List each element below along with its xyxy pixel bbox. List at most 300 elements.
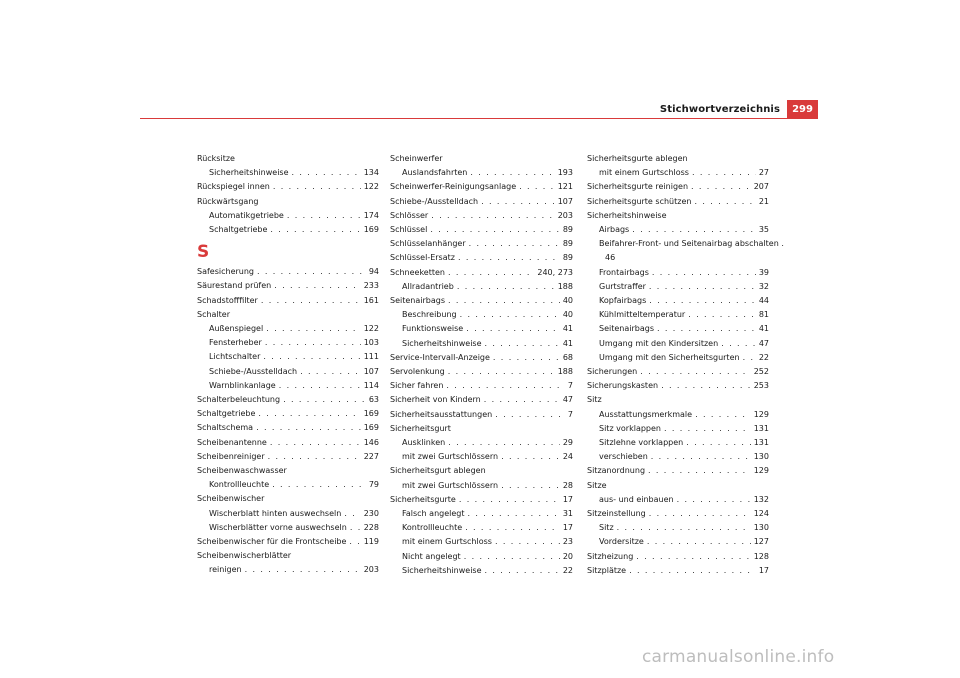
entry-term: Schaltgetriebe xyxy=(197,409,256,419)
entry-page-ref: 129 xyxy=(753,409,769,419)
entry-term: Umgang mit den Kindersitzen xyxy=(599,338,719,348)
leader-dots xyxy=(257,265,366,279)
leader-dots xyxy=(493,351,560,365)
leader-dots xyxy=(485,337,560,351)
leader-dots xyxy=(495,408,565,422)
leader-dots xyxy=(272,478,366,492)
index-subentry xyxy=(197,521,379,535)
index-entry xyxy=(390,266,573,280)
entry-page-ref: 47 xyxy=(562,395,573,405)
leader-dots xyxy=(470,166,554,180)
entry-page-ref: 23 xyxy=(562,537,573,547)
entry-page-ref: 207 xyxy=(753,182,769,192)
entry-term: Sicherheitsgurte reinigen xyxy=(587,182,689,192)
leader-dots xyxy=(649,294,756,308)
entry-page-ref: 63 xyxy=(368,395,379,405)
entry-term: reinigen xyxy=(209,565,242,575)
index-subentry xyxy=(197,478,379,492)
index-heading: Sicherheitsgurt ablegen xyxy=(390,466,486,476)
leader-dots xyxy=(485,564,560,578)
entry-term: Schneeketten xyxy=(390,267,445,277)
entry-page-ref: 41 xyxy=(758,324,769,334)
entry-page-ref: 130 xyxy=(753,452,769,462)
entry-term: mit zwei Gurtschlössern xyxy=(402,452,499,462)
leader-dots xyxy=(268,450,361,464)
index-entry xyxy=(390,180,573,194)
entry-term: Kühlmitteltemperatur xyxy=(599,310,686,320)
index-heading: Sicherheitsgurte ablegen xyxy=(587,154,688,163)
entry-page-ref: 230 xyxy=(363,508,379,518)
entry-term: Sitz xyxy=(599,523,614,533)
index-heading: Schalter xyxy=(197,309,231,319)
index-subentry xyxy=(197,166,379,180)
entry-term: Sicherheitsgurte xyxy=(390,494,456,504)
index-subentry xyxy=(587,223,769,237)
index-entry xyxy=(390,209,573,223)
leader-dots xyxy=(261,294,361,308)
index-page-ref: 46 xyxy=(605,253,616,263)
index-subentry xyxy=(197,322,379,336)
leader-dots xyxy=(265,336,361,350)
leader-dots xyxy=(686,436,751,450)
entry-term: Scheibenreiniger xyxy=(197,451,265,461)
index-entry xyxy=(197,535,379,549)
entry-page-ref: 122 xyxy=(363,324,379,334)
entry-term: Rückspiegel innen xyxy=(197,182,270,192)
entry-term: Sicherheitsausstattungen xyxy=(390,409,493,419)
index-subentry xyxy=(587,408,769,422)
leader-dots xyxy=(691,180,751,194)
index-heading: Rückwärtsgang xyxy=(197,196,259,206)
entry-page-ref: 252 xyxy=(753,367,769,377)
entry-page-ref: 174 xyxy=(363,210,379,220)
leader-dots xyxy=(258,407,360,421)
leader-dots xyxy=(460,308,560,322)
entry-term: mit einem Gurtschloss xyxy=(599,168,689,178)
index-heading: Scheinwerfer xyxy=(390,154,443,163)
index-entry xyxy=(390,393,573,407)
entry-page-ref: 7 xyxy=(567,381,573,391)
entry-term: Falsch angelegt xyxy=(402,509,465,519)
entry-page-ref: 81 xyxy=(758,310,769,320)
leader-dots xyxy=(648,464,751,478)
entry-page-ref: 17 xyxy=(562,494,573,504)
entry-term: Schiebe-/Ausstelldach xyxy=(390,196,479,206)
leader-dots xyxy=(458,251,560,265)
leader-dots xyxy=(446,379,564,393)
entry-term: Ausstattungsmerkmale xyxy=(599,409,693,419)
index-entry xyxy=(197,436,379,450)
index-subentry xyxy=(587,280,769,294)
entry-page-ref: 89 xyxy=(562,225,573,235)
index-subentry xyxy=(587,266,769,280)
leader-dots xyxy=(640,365,751,379)
leader-dots xyxy=(448,365,555,379)
entry-term: Wischerblatt hinten auswechseln xyxy=(209,508,342,518)
entry-page-ref: 146 xyxy=(363,437,379,447)
entry-page-ref: 41 xyxy=(562,324,573,334)
leader-dots xyxy=(448,294,560,308)
entry-page-ref: 103 xyxy=(363,338,379,348)
entry-page-ref: 28 xyxy=(562,480,573,490)
entry-term: Sicherheitshinweise xyxy=(209,168,289,178)
watermark: carmanualsonline.info xyxy=(642,647,835,667)
index-subentry xyxy=(197,223,379,237)
entry-page-ref: 131 xyxy=(753,438,769,448)
index-subentry xyxy=(390,337,573,351)
entry-term: Schlüssel-Ersatz xyxy=(390,253,455,263)
leader-dots xyxy=(273,180,361,194)
index-subentry xyxy=(587,337,769,351)
index-entry xyxy=(197,180,379,194)
entry-page-ref: 114 xyxy=(363,380,379,390)
entry-term: Sitzlehne vorklappen xyxy=(599,438,684,448)
index-subentry xyxy=(587,436,769,450)
leader-dots xyxy=(256,421,361,435)
leader-dots xyxy=(636,550,750,564)
index-subentry xyxy=(390,436,573,450)
leader-dots xyxy=(274,279,360,293)
section-letter: S xyxy=(197,242,210,263)
entry-term: Vordersitze xyxy=(599,537,644,547)
entry-term: Sicherheitshinweise xyxy=(402,338,482,348)
index-entry xyxy=(390,379,573,393)
entry-term: Schlüssel xyxy=(390,225,428,235)
entry-term: Gurtstraffer xyxy=(599,281,646,291)
index-subentry xyxy=(390,479,573,493)
entry-page-ref: 169 xyxy=(363,423,379,433)
leader-dots xyxy=(263,350,360,364)
index-entry xyxy=(197,421,379,435)
header-divider xyxy=(140,118,818,119)
entry-page-ref: 17 xyxy=(562,523,573,533)
entry-page-ref: 124 xyxy=(753,509,769,519)
leader-dots xyxy=(349,535,360,549)
entry-term: Seitenairbags xyxy=(599,324,654,334)
leader-dots xyxy=(617,521,751,535)
entry-page-ref: 89 xyxy=(562,253,573,263)
entry-term: Schaltschema xyxy=(197,423,254,433)
leader-dots xyxy=(245,563,361,577)
page-title: Stichwortverzeichnis xyxy=(659,104,780,115)
entry-term: Schadstofffilter xyxy=(197,295,258,305)
entry-term: Schalterbeleuchtung xyxy=(197,395,281,405)
entry-term: Sicherungen xyxy=(587,367,638,377)
entry-term: Kontrollleuchte xyxy=(402,523,463,533)
index-subentry xyxy=(587,535,769,549)
entry-term: Schlösser xyxy=(390,210,429,220)
leader-dots xyxy=(465,521,560,535)
entry-page-ref: 132 xyxy=(753,494,769,504)
entry-page-ref: 94 xyxy=(368,267,379,277)
leader-dots xyxy=(661,379,751,393)
index-subentry xyxy=(197,209,379,223)
index-subentry xyxy=(390,521,573,535)
index-entry xyxy=(197,279,379,293)
entry-term: Schlüsselanhänger xyxy=(390,239,466,249)
index-heading: Scheibenwischer xyxy=(197,494,265,504)
leader-dots xyxy=(688,308,756,322)
entry-page-ref: 131 xyxy=(753,423,769,433)
entry-page-ref: 128 xyxy=(753,551,769,561)
index-subentry xyxy=(390,280,573,294)
entry-page-ref: 107 xyxy=(363,366,379,376)
entry-page-ref: 193 xyxy=(557,168,573,178)
index-entry xyxy=(390,351,573,365)
entry-page-ref: 188 xyxy=(557,367,573,377)
entry-term: Wischerblätter vorne auswechseln xyxy=(209,522,347,532)
leader-dots xyxy=(448,436,560,450)
entry-term: Sitzanordnung xyxy=(587,466,646,476)
entry-page-ref: 169 xyxy=(363,225,379,235)
entry-term: Frontairbags xyxy=(599,267,649,277)
leader-dots xyxy=(651,450,751,464)
leader-dots xyxy=(270,436,361,450)
leader-dots xyxy=(344,507,360,521)
leader-dots xyxy=(300,365,361,379)
entry-term: Scheibenantenne xyxy=(197,437,267,447)
index-subentry xyxy=(390,308,573,322)
index-heading: Scheibenwischerblätter xyxy=(197,551,292,561)
entry-page-ref: 127 xyxy=(753,537,769,547)
index-heading: Sicherheitshinweise xyxy=(587,210,667,220)
entry-term: Sicherheitshinweise xyxy=(402,565,482,575)
entry-page-ref: 35 xyxy=(758,225,769,235)
entry-page-ref: 203 xyxy=(363,565,379,575)
leader-dots xyxy=(292,166,361,180)
entry-page-ref: 122 xyxy=(363,182,379,192)
index-subentry xyxy=(390,322,573,336)
entry-term: Sicherungskasten xyxy=(587,381,659,391)
entry-term: mit einem Gurtschloss xyxy=(402,537,492,547)
entry-term: Nicht angelegt xyxy=(402,551,461,561)
entry-term: Service-Intervall-Anzeige xyxy=(390,352,490,362)
entry-term: aus- und einbauen xyxy=(599,494,674,504)
entry-page-ref: 107 xyxy=(557,196,573,206)
entry-term: verschieben xyxy=(599,452,648,462)
entry-page-ref: 253 xyxy=(753,381,769,391)
leader-dots xyxy=(647,535,751,549)
index-subentry xyxy=(587,308,769,322)
entry-term: Auslandsfahrten xyxy=(402,168,468,178)
entry-page-ref: 203 xyxy=(557,210,573,220)
entry-page-ref: 20 xyxy=(562,551,573,561)
entry-term: Schaltgetriebe xyxy=(209,225,268,235)
leader-dots xyxy=(457,280,555,294)
index-subentry xyxy=(390,550,573,564)
entry-page-ref: 7 xyxy=(567,409,573,419)
entry-term: Kopfairbags xyxy=(599,296,647,306)
entry-page-ref: 24 xyxy=(562,452,573,462)
index-entry xyxy=(587,550,769,564)
entry-term: Fensterheber xyxy=(209,338,262,348)
leader-dots xyxy=(495,535,560,549)
entry-term: Warnblinkanlage xyxy=(209,380,276,390)
index-entry xyxy=(587,564,769,578)
index-subentry: Beifahrer-Front- und Seitenairbag abschalten . xyxy=(599,239,784,249)
entry-page-ref: 89 xyxy=(562,239,573,249)
leader-dots xyxy=(649,507,751,521)
index-subentry xyxy=(587,450,769,464)
leader-dots xyxy=(692,166,756,180)
entry-term: Sicher fahren xyxy=(390,381,444,391)
entry-term: Safesicherung xyxy=(197,267,255,277)
entry-term: Airbags xyxy=(599,225,630,235)
entry-page-ref: 21 xyxy=(758,196,769,206)
entry-term: Sicherheit von Kindern xyxy=(390,395,481,405)
entry-page-ref: 188 xyxy=(557,281,573,291)
entry-term: Seitenairbags xyxy=(390,296,445,306)
entry-term: Sitz vorklappen xyxy=(599,423,662,433)
leader-dots xyxy=(652,266,756,280)
entry-page-ref: 27 xyxy=(758,168,769,178)
entry-term: Umgang mit den Sicherheitsgurten xyxy=(599,352,740,362)
index-entry xyxy=(390,223,573,237)
leader-dots xyxy=(677,493,751,507)
entry-term: Sitzheizung xyxy=(587,551,634,561)
entry-page-ref: 130 xyxy=(753,523,769,533)
index-subentry xyxy=(390,535,573,549)
index-entry xyxy=(390,493,573,507)
leader-dots xyxy=(664,422,751,436)
entry-page-ref: 111 xyxy=(363,352,379,362)
leader-dots xyxy=(266,322,361,336)
entry-page-ref: 134 xyxy=(363,168,379,178)
index-subentry xyxy=(197,365,379,379)
index-entry xyxy=(390,365,573,379)
leader-dots xyxy=(464,550,560,564)
index-subentry xyxy=(197,379,379,393)
entry-term: Außenspiegel xyxy=(209,324,264,334)
leader-dots xyxy=(721,337,756,351)
leader-dots xyxy=(350,521,361,535)
entry-page-ref: 79 xyxy=(368,480,379,490)
entry-page-ref: 228 xyxy=(363,522,379,532)
entry-term: Automatikgetriebe xyxy=(209,210,284,220)
index-heading: Sitz xyxy=(587,395,602,405)
leader-dots xyxy=(501,479,560,493)
entry-term: Scheinwerfer-Reinigungsanlage xyxy=(390,182,517,192)
leader-dots xyxy=(632,223,756,237)
entry-term: Schiebe-/Ausstelldach xyxy=(209,366,298,376)
entry-page-ref: 40 xyxy=(562,296,573,306)
entry-page-ref: 17 xyxy=(758,565,769,575)
index-entry xyxy=(587,464,769,478)
index-subentry xyxy=(587,521,769,535)
entry-page-ref: 119 xyxy=(363,537,379,547)
entry-term: Servolenkung xyxy=(390,367,445,377)
leader-dots xyxy=(459,493,560,507)
entry-page-ref: 41 xyxy=(562,338,573,348)
entry-page-ref: 233 xyxy=(363,281,379,291)
entry-term: Sicherheitsgurte schützen xyxy=(587,196,692,206)
leader-dots xyxy=(270,223,360,237)
index-column-3 xyxy=(587,152,784,578)
index-subentry xyxy=(197,336,379,350)
entry-term: mit zwei Gurtschlössern xyxy=(402,480,499,490)
index-entry xyxy=(587,195,769,209)
entry-page-ref: 240, 273 xyxy=(537,267,573,277)
entry-page-ref: 29 xyxy=(562,438,573,448)
leader-dots xyxy=(287,209,361,223)
index-heading: Sitze xyxy=(587,480,607,490)
entry-page-ref: 22 xyxy=(758,352,769,362)
index-entry xyxy=(197,450,379,464)
index-subentry xyxy=(390,166,573,180)
entry-page-ref: 32 xyxy=(758,281,769,291)
leader-dots xyxy=(519,180,555,194)
index-subentry xyxy=(197,563,379,577)
leader-dots xyxy=(629,564,756,578)
leader-dots xyxy=(657,322,756,336)
index-entry xyxy=(390,195,573,209)
leader-dots xyxy=(430,223,559,237)
index-subentry xyxy=(587,422,769,436)
leader-dots xyxy=(484,393,560,407)
index-entry xyxy=(587,180,769,194)
leader-dots xyxy=(279,379,361,393)
index-entry xyxy=(390,237,573,251)
index-entry xyxy=(390,294,573,308)
index-subentry xyxy=(390,450,573,464)
entry-term: Allradantrieb xyxy=(402,281,454,291)
leader-dots xyxy=(649,280,756,294)
index-entry xyxy=(587,365,769,379)
entry-term: Sitzeinstellung xyxy=(587,509,646,519)
index-subentry xyxy=(390,507,573,521)
entry-page-ref: 40 xyxy=(562,310,573,320)
entry-term: Säurestand prüfen xyxy=(197,281,272,291)
index-subentry xyxy=(587,351,769,365)
entry-term: Ausklinken xyxy=(402,438,446,448)
index-column-2 xyxy=(390,152,573,578)
entry-page-ref: 161 xyxy=(363,295,379,305)
index-entry xyxy=(587,507,769,521)
leader-dots xyxy=(469,237,560,251)
entry-term: Funktionsweise xyxy=(402,324,464,334)
index-heading: Rücksitze xyxy=(197,154,235,163)
leader-dots xyxy=(466,322,560,336)
leader-dots xyxy=(468,507,560,521)
index-subentry xyxy=(587,322,769,336)
entry-page-ref: 129 xyxy=(753,466,769,476)
leader-dots xyxy=(481,195,555,209)
index-subentry xyxy=(390,564,573,578)
index-entry xyxy=(197,294,379,308)
entry-page-ref: 31 xyxy=(562,509,573,519)
entry-term: Lichtschalter xyxy=(209,352,261,362)
entry-term: Beschreibung xyxy=(402,310,457,320)
entry-page-ref: 47 xyxy=(758,338,769,348)
index-entry xyxy=(197,265,379,279)
entry-term: Scheibenwischer für die Frontscheibe xyxy=(197,537,347,547)
entry-page-ref: 39 xyxy=(758,267,769,277)
index-subentry xyxy=(587,294,769,308)
entry-page-ref: 121 xyxy=(557,182,573,192)
entry-page-ref: 227 xyxy=(363,451,379,461)
entry-term: Sitzplätze xyxy=(587,565,627,575)
leader-dots xyxy=(695,408,751,422)
index-entry xyxy=(197,407,379,421)
index-subentry xyxy=(587,166,769,180)
index-entry xyxy=(390,251,573,265)
index-heading: Scheibenwaschwasser xyxy=(197,466,287,476)
index-subentry xyxy=(197,350,379,364)
index-entry xyxy=(390,408,573,422)
leader-dots xyxy=(431,209,555,223)
entry-term: Kontrollleuchte xyxy=(209,480,270,490)
leader-dots xyxy=(501,450,560,464)
